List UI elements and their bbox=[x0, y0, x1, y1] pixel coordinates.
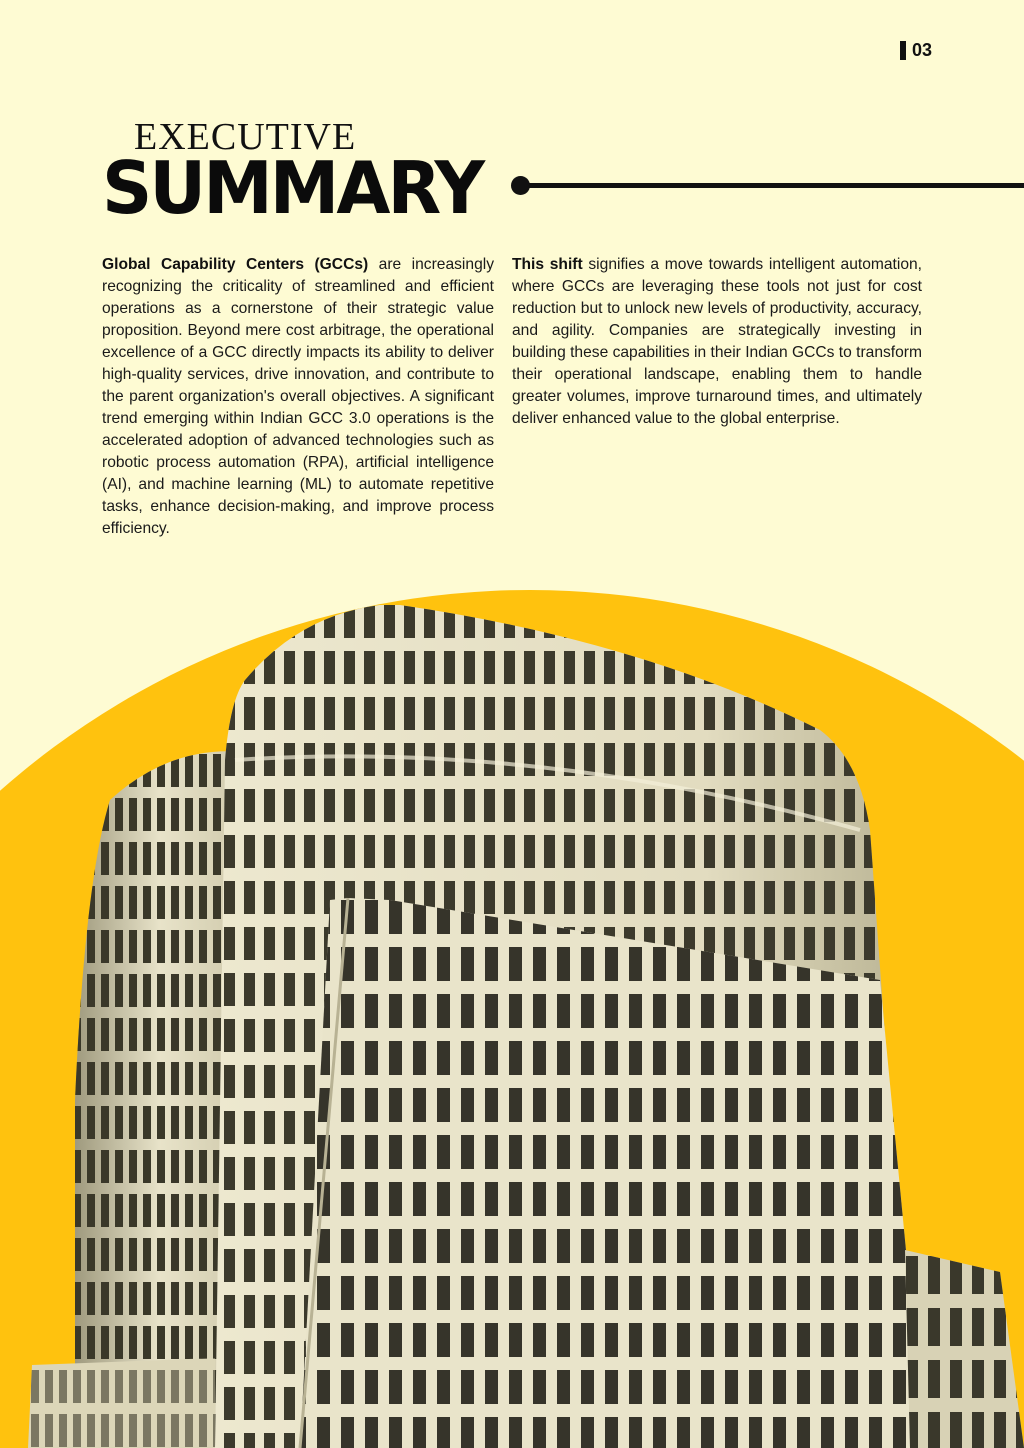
title-executive: EXECUTIVE bbox=[134, 116, 357, 158]
left-low-block bbox=[28, 1358, 215, 1448]
page-marker-icon bbox=[900, 41, 906, 60]
title-summary: SUMMARY bbox=[102, 146, 483, 230]
body-column-right bbox=[512, 254, 922, 430]
left-text: are increasingly recognizing the criticality of streamlined and efficient operations as a cornerstone of their strategic value proposition. Beyond mere cost arbitrage, the operational excellence of a GCC directly impacts its ability to deliver high-quality services, drive innovation, and contribute to the parent organization's overall objectives. A significant trend emerging within Indian GCC 3.0 operations is the accelerated adoption of advanced technologies such as robotic process automation (RPA), artificial intelligence (AI), and machine learning (ML) to automate repetitive tasks, enhance decision-making, and improve process efficiency. bbox=[102, 256, 495, 537]
hero-building-illustration bbox=[0, 590, 1024, 1448]
right-lead: This shift bbox=[512, 256, 583, 273]
body-column-left bbox=[102, 254, 494, 540]
right-text: signifies a move towards intelligent automation, where GCCs are leveraging these tools not just for cost reduction but to unlock new levels of productivity, accuracy, and agility. Companies are strategically investing in building these capabilities in their Indian GCCs to transform their operational landscape, enabling them to handle greater volumes, improve turnaround times, and ultimately deliver enhanced value to the global enterprise. bbox=[512, 256, 923, 427]
page-number-text: 03 bbox=[912, 40, 933, 60]
page-number bbox=[900, 40, 932, 61]
title-divider-line bbox=[520, 183, 1024, 188]
line-dot-icon bbox=[511, 176, 530, 195]
front-facade bbox=[300, 898, 925, 1448]
left-lead: Global Capability Centers (GCCs) bbox=[102, 256, 369, 273]
